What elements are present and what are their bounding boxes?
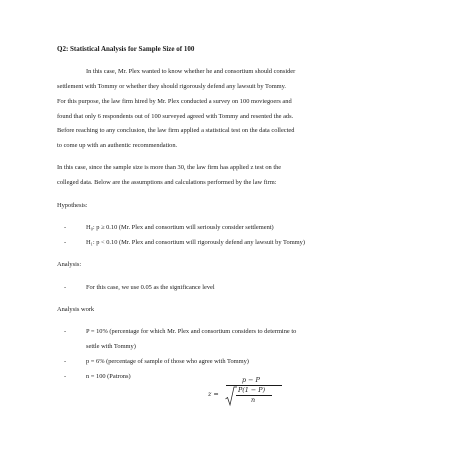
paragraph-line: In this case, Mr. Plex wanted to know whether he and consortium should consider xyxy=(86,68,296,75)
hypothesis-alternative: H₁: p < 0.10 (Mr. Plex and consortium will rigorously defend any lawsuit by Tommy) xyxy=(86,239,305,246)
analysis-work-label: Analysis work xyxy=(57,306,95,313)
paragraph-line: colleged data. Below are the assumptions and calculations performed by the law firm: xyxy=(57,179,277,186)
paragraph-line: to come up with an authentic recommendation. xyxy=(57,142,178,149)
formula-numerator: p − P xyxy=(242,376,260,384)
work-item: P = 10% (percentage for which Mr. Plex and consortium considers to determine to xyxy=(86,328,297,335)
z-formula xyxy=(196,374,286,414)
bullet-dash: - xyxy=(64,284,67,291)
bullet-dash: - xyxy=(64,358,67,365)
bullet-dash: - xyxy=(64,328,67,335)
formula-inner-denominator: n xyxy=(251,396,256,404)
bullet-dash: - xyxy=(64,224,67,231)
formula-lhs: z = xyxy=(208,390,219,398)
bullet-dash: - xyxy=(64,373,67,380)
bullet-dash: - xyxy=(64,239,67,246)
work-item: p = 6% (percentage of sample of those who agree with Tommy) xyxy=(86,358,249,365)
formula-inner-numerator: P(1 − P) xyxy=(238,386,266,394)
paragraph-line: Before reaching to any conclusion, the law firm applied a statistical test on the data collected xyxy=(57,127,295,134)
hypothesis-label: Hypothesis: xyxy=(57,202,88,209)
paragraph-line: In this case, since the sample size is more than 30, the law firm has applied z test on the xyxy=(57,164,282,171)
work-item-continuation: settle with Tommy) xyxy=(86,343,136,350)
paragraph-line: For this purpose, the law firm hired by Mr. Plex conducted a survey on 100 moviegoers and xyxy=(57,98,292,105)
sqrt-icon xyxy=(225,385,237,407)
paragraph-line: found that only 6 respondents out of 100 surveyed agreed with Tommy and resented the ads. xyxy=(57,113,294,120)
analysis-label: Analysis: xyxy=(57,261,82,268)
hypothesis-null: H₀: p ≥ 0.10 (Mr. Plex and consortium will seriously consider settlement) xyxy=(86,224,274,231)
analysis-item: For this case, we use 0.05 as the significance level xyxy=(86,284,215,291)
work-item: n = 100 (Patrons) xyxy=(86,373,131,380)
paragraph-line: settlement with Tommy or whether they should rigorously defend any lawsuit by Tommy. xyxy=(57,83,287,90)
section-heading: Q2: Statistical Analysis for Sample Size of 100 xyxy=(57,45,195,53)
